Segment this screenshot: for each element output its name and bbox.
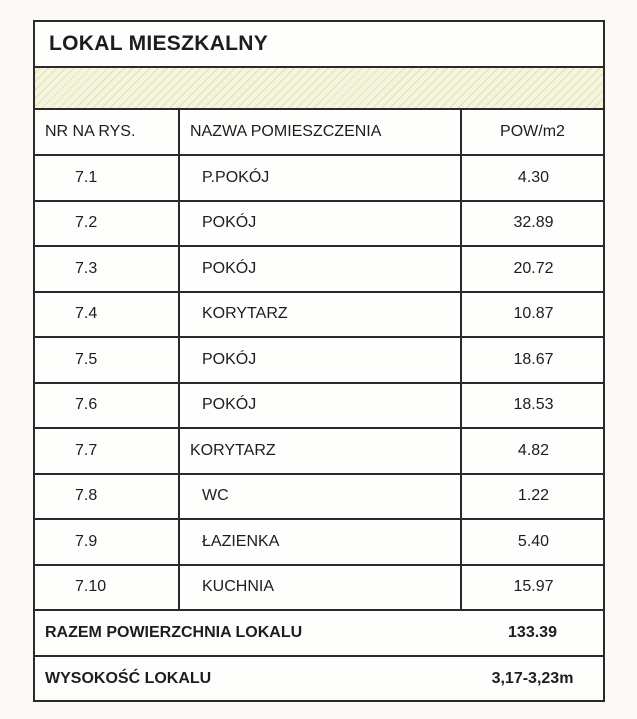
room-name: POKÓJ [180,384,462,428]
room-area: 15.97 [513,578,554,596]
room-nr: 7.6 [35,384,180,428]
table-row [35,338,603,384]
room-area: 4.30 [517,168,550,186]
header-nr: NR NA RYS. [35,110,180,154]
room-name: ŁAZIENKA [180,520,462,564]
table-row [35,566,603,612]
height-value: 3,17-3,23m [491,669,574,687]
header-name: NAZWA POMIESZCZENIA [180,110,462,154]
room-name: POKÓJ [180,338,462,382]
room-nr: 7.5 [35,338,180,382]
room-nr: 7.8 [35,475,180,519]
total-row [35,611,603,657]
header-area: POW/m2 [500,123,565,140]
room-name: POKÓJ [180,202,462,246]
room-name: KORYTARZ [180,429,462,473]
room-nr: 7.9 [35,520,180,564]
room-area: 18.53 [513,396,554,414]
table-row [35,202,603,248]
total-label: RAZEM POWIERZCHNIA LOKALU [45,623,303,641]
room-nr: 7.2 [35,202,180,246]
hatched-band [35,68,603,110]
room-area: 10.87 [513,305,554,323]
table-row [35,156,603,202]
table-row [35,475,603,521]
room-nr: 7.3 [35,247,180,291]
header-row [35,110,603,156]
room-area: 32.89 [513,214,554,232]
room-nr: 7.10 [35,566,180,610]
room-nr: 7.4 [35,293,180,337]
height-label: WYSOKOŚĆ LOKALU [45,669,212,687]
room-name: KUCHNIA [180,566,462,610]
total-value: 133.39 [508,623,557,641]
room-nr: 7.1 [35,156,180,200]
room-area: 5.40 [517,532,550,550]
room-name: P.POKÓJ [180,156,462,200]
height-row [35,657,603,701]
room-area: 18.67 [513,350,554,368]
table-row [35,293,603,339]
room-name: WC [180,475,462,519]
table-row [35,429,603,475]
table-row [35,520,603,566]
table-row [35,384,603,430]
room-nr: 7.7 [35,429,180,473]
room-area-table [33,20,605,702]
room-name: POKÓJ [180,247,462,291]
room-area: 4.82 [517,441,550,459]
table-row [35,247,603,293]
room-area: 20.72 [513,259,554,277]
room-name: KORYTARZ [180,293,462,337]
room-area: 1.22 [517,487,550,505]
table-title: LOKAL MIESZKALNY [35,22,603,68]
